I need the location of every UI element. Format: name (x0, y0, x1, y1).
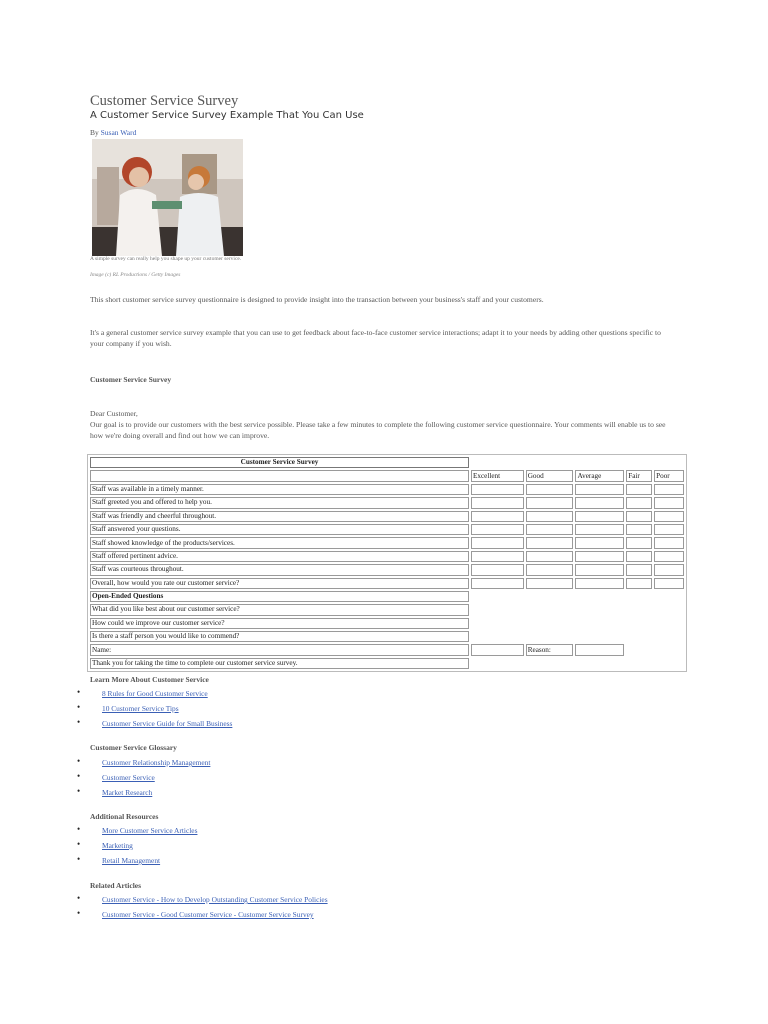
rating-label-fair: Fair (626, 470, 652, 481)
link-crm[interactable]: Customer Relationship Management (102, 758, 211, 767)
question-row (90, 578, 684, 589)
page-title: Customer Service Survey (90, 93, 239, 109)
rating-cell-poor[interactable] (654, 537, 684, 548)
rating-label-good: Good (526, 470, 574, 481)
rating-cell-poor[interactable] (654, 484, 684, 495)
letter-body: Our goal is to provide our customers with the best service possible. Please take a few minutes to complete the following customer service questionnaire. Your comments will enable us to see how we're doing overall and find out how we can improve. (90, 420, 666, 440)
rating-cell-poor[interactable] (654, 524, 684, 535)
rating-cell-fair[interactable] (626, 564, 652, 575)
rating-cell-fair[interactable] (626, 524, 652, 535)
rating-label-poor: Poor (654, 470, 684, 481)
rating-cell-average[interactable] (575, 524, 624, 535)
open-question-row (90, 631, 684, 642)
open-question-row (90, 618, 684, 629)
name-label[interactable]: Name: (90, 644, 469, 655)
rating-cell-excellent[interactable] (471, 511, 524, 522)
question-text: Staff was friendly and cheerful throughout. (90, 511, 469, 522)
intro-paragraph-2: It's a general customer service survey example that you can use to get feedback about face-to-face customer service interactions; adapt it to your needs by adding other questions specific to your company if you wish. (90, 328, 661, 348)
page-subtitle: A Customer Service Survey Example That You Can Use (90, 110, 364, 121)
author-link[interactable]: Susan Ward (100, 128, 137, 137)
open-question-text[interactable]: Is there a staff person you would like to commend? (90, 631, 469, 642)
bullet-icon: • (77, 717, 81, 727)
rating-cell-fair[interactable] (626, 551, 652, 562)
reason-field[interactable] (575, 644, 624, 655)
question-row (90, 524, 684, 535)
photo-caption: A simple survey can really help you shape up your customer service. (90, 256, 242, 262)
rating-cell-average[interactable] (575, 551, 624, 562)
rating-label-average: Average (575, 470, 624, 481)
rating-cell-average[interactable] (575, 578, 624, 589)
question-text: Staff greeted you and offered to help you. (90, 497, 469, 508)
rating-cell-excellent[interactable] (471, 564, 524, 575)
thanks-text: Thank you for taking the time to complete our customer service survey. (90, 658, 469, 669)
name-field[interactable] (471, 644, 524, 655)
rating-cell-fair[interactable] (626, 497, 652, 508)
rating-cell-fair[interactable] (626, 511, 652, 522)
rating-cell-average[interactable] (575, 564, 624, 575)
rating-cell-excellent[interactable] (471, 551, 524, 562)
link-service-guide[interactable]: Customer Service Guide for Small Business (102, 719, 233, 728)
rating-cell-good[interactable] (526, 484, 574, 495)
rating-cell-excellent[interactable] (471, 578, 524, 589)
bullet-icon: • (77, 893, 81, 903)
open-heading-row (90, 591, 684, 602)
rating-cell-excellent[interactable] (471, 537, 524, 548)
question-text: Staff was available in a timely manner. (90, 484, 469, 495)
question-text: Staff showed knowledge of the products/services. (90, 537, 469, 548)
open-question-text[interactable]: How could we improve our customer service? (90, 618, 469, 629)
rating-cell-fair[interactable] (626, 578, 652, 589)
rating-cell-average[interactable] (575, 497, 624, 508)
rating-cell-good[interactable] (526, 524, 574, 535)
rating-label-excellent: Excellent (471, 470, 524, 481)
survey-table-heading: Customer Service Survey (90, 457, 469, 468)
rating-cell-excellent[interactable] (471, 497, 524, 508)
link-8-rules[interactable]: 8 Rules for Good Customer Service (102, 689, 208, 698)
rating-cell-fair[interactable] (626, 484, 652, 495)
open-ended-heading: Open-Ended Questions (90, 591, 469, 602)
reason-label: Reason: (526, 644, 574, 655)
question-text: Staff offered pertinent advice. (90, 551, 469, 562)
byline-prefix: By (90, 128, 99, 137)
rating-cell-good[interactable] (526, 511, 574, 522)
additional-resources-heading: Additional Resources (90, 812, 159, 821)
bullet-icon: • (77, 839, 81, 849)
link-customer-service[interactable]: Customer Service (102, 773, 155, 782)
glossary-heading: Customer Service Glossary (90, 743, 177, 752)
rating-cell-poor[interactable] (654, 511, 684, 522)
bullet-icon: • (77, 786, 81, 796)
rating-cell-excellent[interactable] (471, 524, 524, 535)
rating-cell-average[interactable] (575, 537, 624, 548)
open-question-row (90, 604, 684, 615)
bullet-icon: • (77, 908, 81, 918)
survey-section-heading: Customer Service Survey (90, 375, 172, 384)
survey-heading-row (90, 457, 684, 468)
bullet-icon: • (77, 687, 81, 697)
rating-cell-excellent[interactable] (471, 484, 524, 495)
link-marketing[interactable]: Marketing (102, 841, 133, 850)
question-text: Overall, how would you rate our customer service? (90, 578, 469, 589)
open-question-text[interactable]: What did you like best about our customer service? (90, 604, 469, 615)
rating-cell-poor[interactable] (654, 551, 684, 562)
bullet-icon: • (77, 756, 81, 766)
link-policies-article[interactable]: Customer Service - How to Develop Outstanding Customer Service Policies (102, 895, 328, 904)
letter-greeting: Dear Customer, (90, 409, 138, 418)
rating-header-row (90, 470, 684, 481)
customer-service-photo (92, 139, 243, 256)
intro-paragraph-1: This short customer service survey questionnaire is designed to provide insight into the transaction between your business's staff and your customers. (90, 295, 544, 304)
rating-cell-good[interactable] (526, 564, 574, 575)
name-row (90, 644, 684, 655)
question-row (90, 537, 684, 548)
rating-cell-poor[interactable] (654, 564, 684, 575)
photo-credit: Image (c) RL Productions / Getty Images (90, 272, 181, 278)
link-retail-management[interactable]: Retail Management (102, 856, 161, 865)
rating-cell-good[interactable] (526, 497, 574, 508)
header-empty-cell (90, 470, 469, 481)
thanks-row (90, 658, 684, 669)
bullet-icon: • (77, 702, 81, 712)
question-row (90, 497, 684, 508)
question-text: Staff answered your questions. (90, 524, 469, 535)
link-10-tips[interactable]: 10 Customer Service Tips (102, 704, 179, 713)
article-photo (92, 139, 243, 256)
related-articles-heading: Related Articles (90, 881, 142, 890)
survey-table (87, 454, 687, 672)
bullet-icon: • (77, 854, 81, 864)
rating-cell-average[interactable] (575, 511, 624, 522)
rating-cell-good[interactable] (526, 551, 574, 562)
link-more-articles[interactable]: More Customer Service Articles (102, 826, 198, 835)
question-text: Staff was courteous throughout. (90, 564, 469, 575)
question-row (90, 484, 684, 495)
learn-more-heading: Learn More About Customer Service (90, 675, 209, 684)
question-row (90, 551, 684, 562)
bullet-icon: • (77, 824, 81, 834)
byline (90, 128, 136, 137)
link-market-research[interactable]: Market Research (102, 788, 153, 797)
rating-cell-poor[interactable] (654, 578, 684, 589)
question-row (90, 564, 684, 575)
question-row (90, 511, 684, 522)
link-survey-article[interactable]: Customer Service - Good Customer Service - Customer Service Survey (102, 910, 314, 919)
rating-cell-good[interactable] (526, 578, 574, 589)
rating-cell-fair[interactable] (626, 537, 652, 548)
rating-cell-poor[interactable] (654, 497, 684, 508)
rating-cell-good[interactable] (526, 537, 574, 548)
bullet-icon: • (77, 771, 81, 781)
rating-cell-average[interactable] (575, 484, 624, 495)
